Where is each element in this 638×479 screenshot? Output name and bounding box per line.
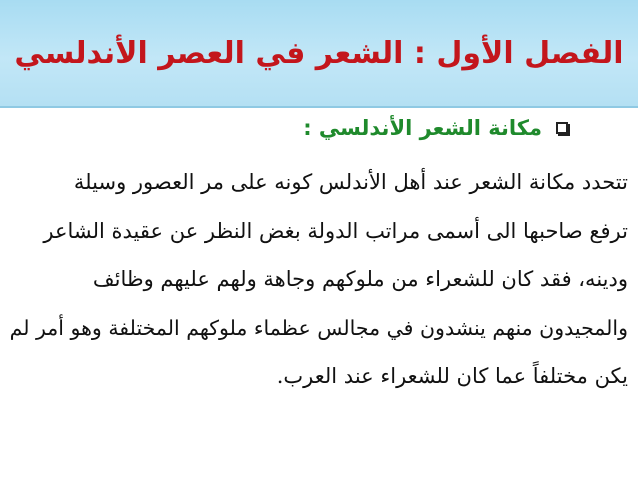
paragraph-line: يكن مختلفاً عما كان للشعراء عند العرب. — [276, 364, 628, 388]
title-banner — [0, 0, 638, 108]
paragraph-line: ترفع صاحبها الى أسمى مراتب الدولة بغض النظر عن عقيدة الشاعر — [43, 218, 628, 243]
section-heading-text: مكانة الشعر الأندلسي : — [303, 116, 542, 140]
paragraph-line: والمجيدون منهم ينشدون في مجالس عظماء ملوكهم المختلفة وهو أمر لم — [9, 315, 628, 340]
checkbox-square-icon — [556, 122, 568, 134]
paragraph-line: ودينه، فقد كان للشعراء من ملوكهم وجاهة ولهم عليهم وظائف — [92, 267, 628, 291]
slide-title: الفصل الأول : الشعر في العصر الأندلسي — [14, 35, 624, 71]
section-heading — [303, 116, 568, 140]
paragraph-line: تتحدد مكانة الشعر عند أهل الأندلس كونه على مر العصور وسيلة — [73, 170, 628, 194]
body-paragraph — [10, 158, 628, 401]
